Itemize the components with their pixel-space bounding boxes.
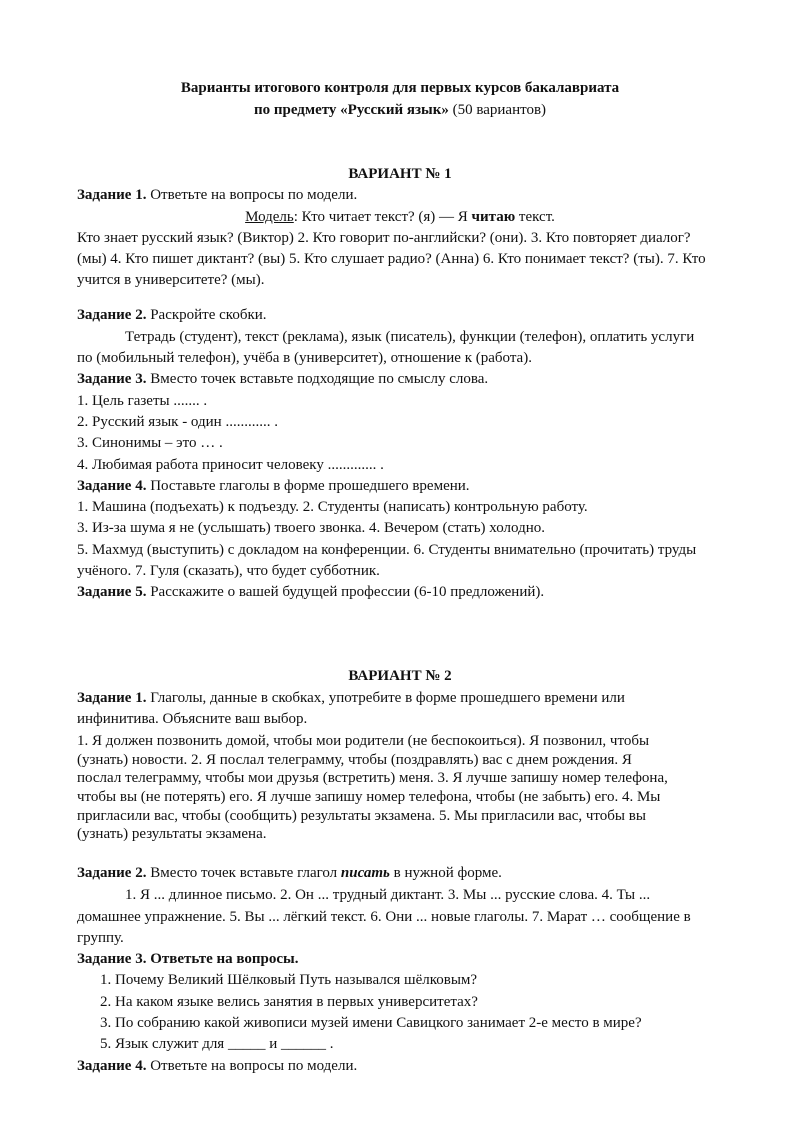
v1-task-2-line: по (мобильный телефон), учёба в (университет), отношение к (работа). [77, 350, 532, 366]
v1-task-4-line: 5. Махмуд (выступить) с докладом на конференции. 6. Студенты внимательно (прочитать) труды [77, 542, 697, 558]
v1-model-text2: текст. [515, 209, 555, 225]
v2-task-1-line: пригласили вас, чтобы (сообщить) результаты экзамена. 5. Мы пригласили вас, чтобы вы [77, 808, 646, 824]
v2-task-3-item: 1. Почему Великий Шёлковый Путь назывался шёлковым? [100, 972, 478, 988]
v2-task-1-line: чтобы вы (не потерять) его. Я лучше запишу номер телефона, чтобы (не забыть) его. 4. Мы [77, 789, 661, 805]
v1-task-5 [77, 582, 544, 603]
v2-task-1-text: Глаголы, данные в скобках, употребите в форме прошедшего времени или [146, 690, 625, 706]
v1-model-label: Модель [245, 209, 294, 225]
v1-task-5-label: Задание 5. [77, 584, 147, 600]
v1-task-4-label: Задание 4. [77, 478, 147, 494]
v1-task-1-text: Ответьте на вопросы по модели. [146, 187, 358, 203]
v1-task-1-label: Задание 1. [77, 187, 147, 203]
v1-task-3-text: Вместо точек вставьте подходящие по смыслу слова. [146, 371, 489, 387]
v2-task-1 [77, 688, 625, 709]
v2-task-3-item: 2. На каком языке велись занятия в первых университетах? [100, 994, 478, 1010]
v1-task-1 [77, 185, 357, 206]
v1-task-4-line: 3. Из-за шума я не (услышать) твоего звонка. 4. Вечером (стать) холодно. [77, 520, 545, 536]
v1-task-3 [77, 369, 488, 390]
variant-2-heading: ВАРИАНТ № 2 [348, 668, 452, 684]
v1-task-1-line: (мы) 4. Кто пишет диктант? (вы) 5. Кто слушает радио? (Анна) 6. Кто понимает текст? (ты). 7. Кто [77, 251, 706, 267]
v1-task-3-item: 4. Любимая работа приносит человеку ............. . [77, 457, 384, 473]
v1-task-1-line: Кто знает русский язык? (Виктор) 2. Кто говорит по-английски? (они). 3. Кто повторяет диалог? [77, 230, 691, 246]
v2-task-4-label: Задание 4. [77, 1058, 147, 1074]
v1-model-bold: читаю [471, 209, 516, 225]
subtitle-rest: (50 вариантов) [448, 102, 547, 118]
document-subtitle [0, 100, 800, 121]
v2-task-2-line: группу. [77, 930, 124, 946]
v2-task-1-text-2: инфинитива. Объясните ваш выбор. [77, 711, 308, 727]
v1-task-3-item: 1. Цель газеты ....... . [77, 393, 208, 409]
v1-task-2 [77, 305, 267, 326]
v2-task-1-label: Задание 1. [77, 690, 147, 706]
v1-task-3-item: 2. Русский язык - один ............ . [77, 414, 278, 430]
v1-task-4-line: учёного. 7. Гуля (сказать), что будет субботник. [77, 563, 380, 579]
v2-task-3-item: 5. Язык служит для _____ и ______ . [100, 1036, 334, 1052]
variant-1-heading: ВАРИАНТ № 1 [348, 166, 452, 182]
v2-task-4 [77, 1056, 357, 1077]
v1-task-2-text: Раскройте скобки. [146, 307, 267, 323]
v2-task-3-item: 3. По собранию какой живописи музей имени Савицкого занимает 2-е место в мире? [100, 1015, 642, 1031]
v2-task-4-text: Ответьте на вопросы по модели. [146, 1058, 358, 1074]
v2-task-2 [77, 863, 502, 884]
v1-task-3-item: 3. Синонимы – это … . [77, 435, 223, 451]
v1-model-text1: : Кто читает текст? (я) — Я [293, 209, 472, 225]
v1-task-3-label: Задание 3. [77, 371, 147, 387]
v1-model [0, 207, 800, 228]
document-title: Варианты итогового контроля для первых курсов бакалавриата [180, 80, 620, 96]
v2-task-2-label: Задание 2. [77, 865, 147, 881]
v2-task-1-line: (узнать) новости. 2. Я послал телеграмму, чтобы (поздравлять) вас с днем рождения. Я [77, 752, 632, 768]
v1-task-4-text: Поставьте глаголы в форме прошедшего времени. [146, 478, 470, 494]
v2-task-1-line: послал телеграмму, чтобы мои друзья (встретить) меня. 3. Я лучше запишу номер телефона, [77, 770, 668, 786]
v1-task-2-line: Тетрадь (студент), текст (реклама), язык (писатель), функции (телефон), оплатить услуги [125, 329, 695, 345]
v2-task-3: Задание 3. Ответьте на вопросы. [77, 951, 299, 967]
subtitle-bold: по предмету «Русский язык» [253, 102, 449, 118]
v2-task-2-text1: Вместо точек вставьте глагол [146, 865, 341, 881]
v2-task-2-verb: писать [340, 865, 390, 881]
v2-task-2-text2: в нужной форме. [389, 865, 502, 881]
v1-task-4-line: 1. Машина (подъехать) к подъезду. 2. Студенты (написать) контрольную работу. [77, 499, 588, 515]
v1-task-4 [77, 476, 470, 497]
v2-task-2-line: домашнее упражнение. 5. Вы ... лёгкий текст. 6. Они ... новые глаголы. 7. Марат … сообщение в [77, 909, 691, 925]
v1-task-2-label: Задание 2. [77, 307, 147, 323]
v1-task-5-text: Расскажите о вашей будущей профессии (6-10 предложений). [146, 584, 545, 600]
v2-task-1-line: 1. Я должен позвонить домой, чтобы мои родители (не беспокоиться). Я позвонил, чтобы [77, 733, 650, 749]
v2-task-2-line: 1. Я ... длинное письмо. 2. Он ... трудный диктант. 3. Мы ... русские слова. 4. Ты ... [125, 887, 651, 903]
v1-task-1-line: учится в университете? (мы). [77, 272, 265, 288]
v2-task-1-line: (узнать) результаты экзамена. [77, 826, 267, 842]
